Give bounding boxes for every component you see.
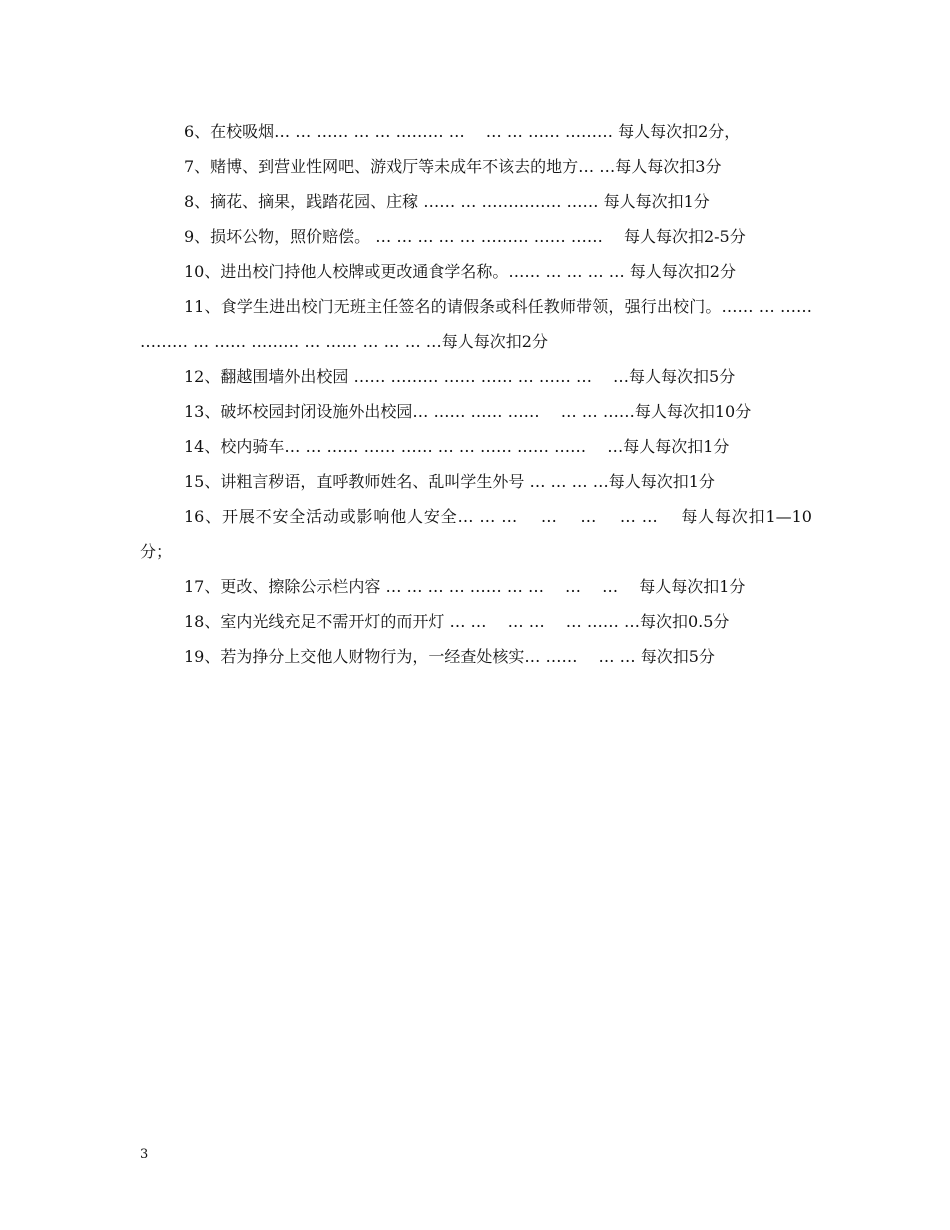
- rule-item: 11、食学生进出校门无班主任签名的请假条或科任教师带领，强行出校门。…… … …… ……… … …… ……… … …… … … … …每人每次扣2分: [140, 297, 812, 351]
- rule-item: 10、进出校门持他人校牌或更改通食学名称。…… … … … … 每人每次扣2分: [184, 262, 736, 281]
- rule-item: 19、若为挣分上交他人财物行为，一经查处核实… …… … … 每次扣5分: [184, 647, 715, 666]
- page-number: 3: [140, 1147, 149, 1162]
- rule-item: 8、摘花、摘果，践踏花园、庄稼 …… … …………… …… 每人每次扣1分: [184, 192, 710, 211]
- rule-item: 12、翻越围墙外出校园 …… ……… …… …… … …… … …每人每次扣5分: [184, 367, 736, 386]
- rule-item: 9、损坏公物，照价赔偿。 … … … … … ……… …… …… 每人每次扣2-5分: [184, 227, 746, 246]
- rule-item: 18、室内光线充足不需开灯的而开灯 … … … … … …… …每次扣0.5分: [184, 612, 730, 631]
- rule-item: 6、在校吸烟… … …… … … ……… … … … …… ……… 每人每次扣2分，: [184, 122, 741, 141]
- rules-list: [140, 114, 812, 674]
- rule-item: 7、赌博、到营业性网吧、游戏厅等未成年不该去的地方… …每人每次扣3分: [184, 157, 722, 176]
- rule-item: 17、更改、擦除公示栏内容 … … … … …… … … … … 每人每次扣1分: [184, 577, 746, 596]
- rule-item: 16、开展不安全活动或影响他人安全… … … … … … … 每人每次扣1—10分；: [140, 507, 812, 561]
- rule-item: 15、讲粗言秽语，直呼教师姓名、乱叫学生外号 … … … …每人每次扣1分: [184, 472, 715, 491]
- rule-item: 14、校内骑车… … …… …… …… … … …… …… …… …每人每次扣1分: [184, 437, 730, 456]
- rule-item: 13、破坏校园封闭设施外出校园… …… …… …… … … ……每人每次扣10分: [184, 402, 752, 421]
